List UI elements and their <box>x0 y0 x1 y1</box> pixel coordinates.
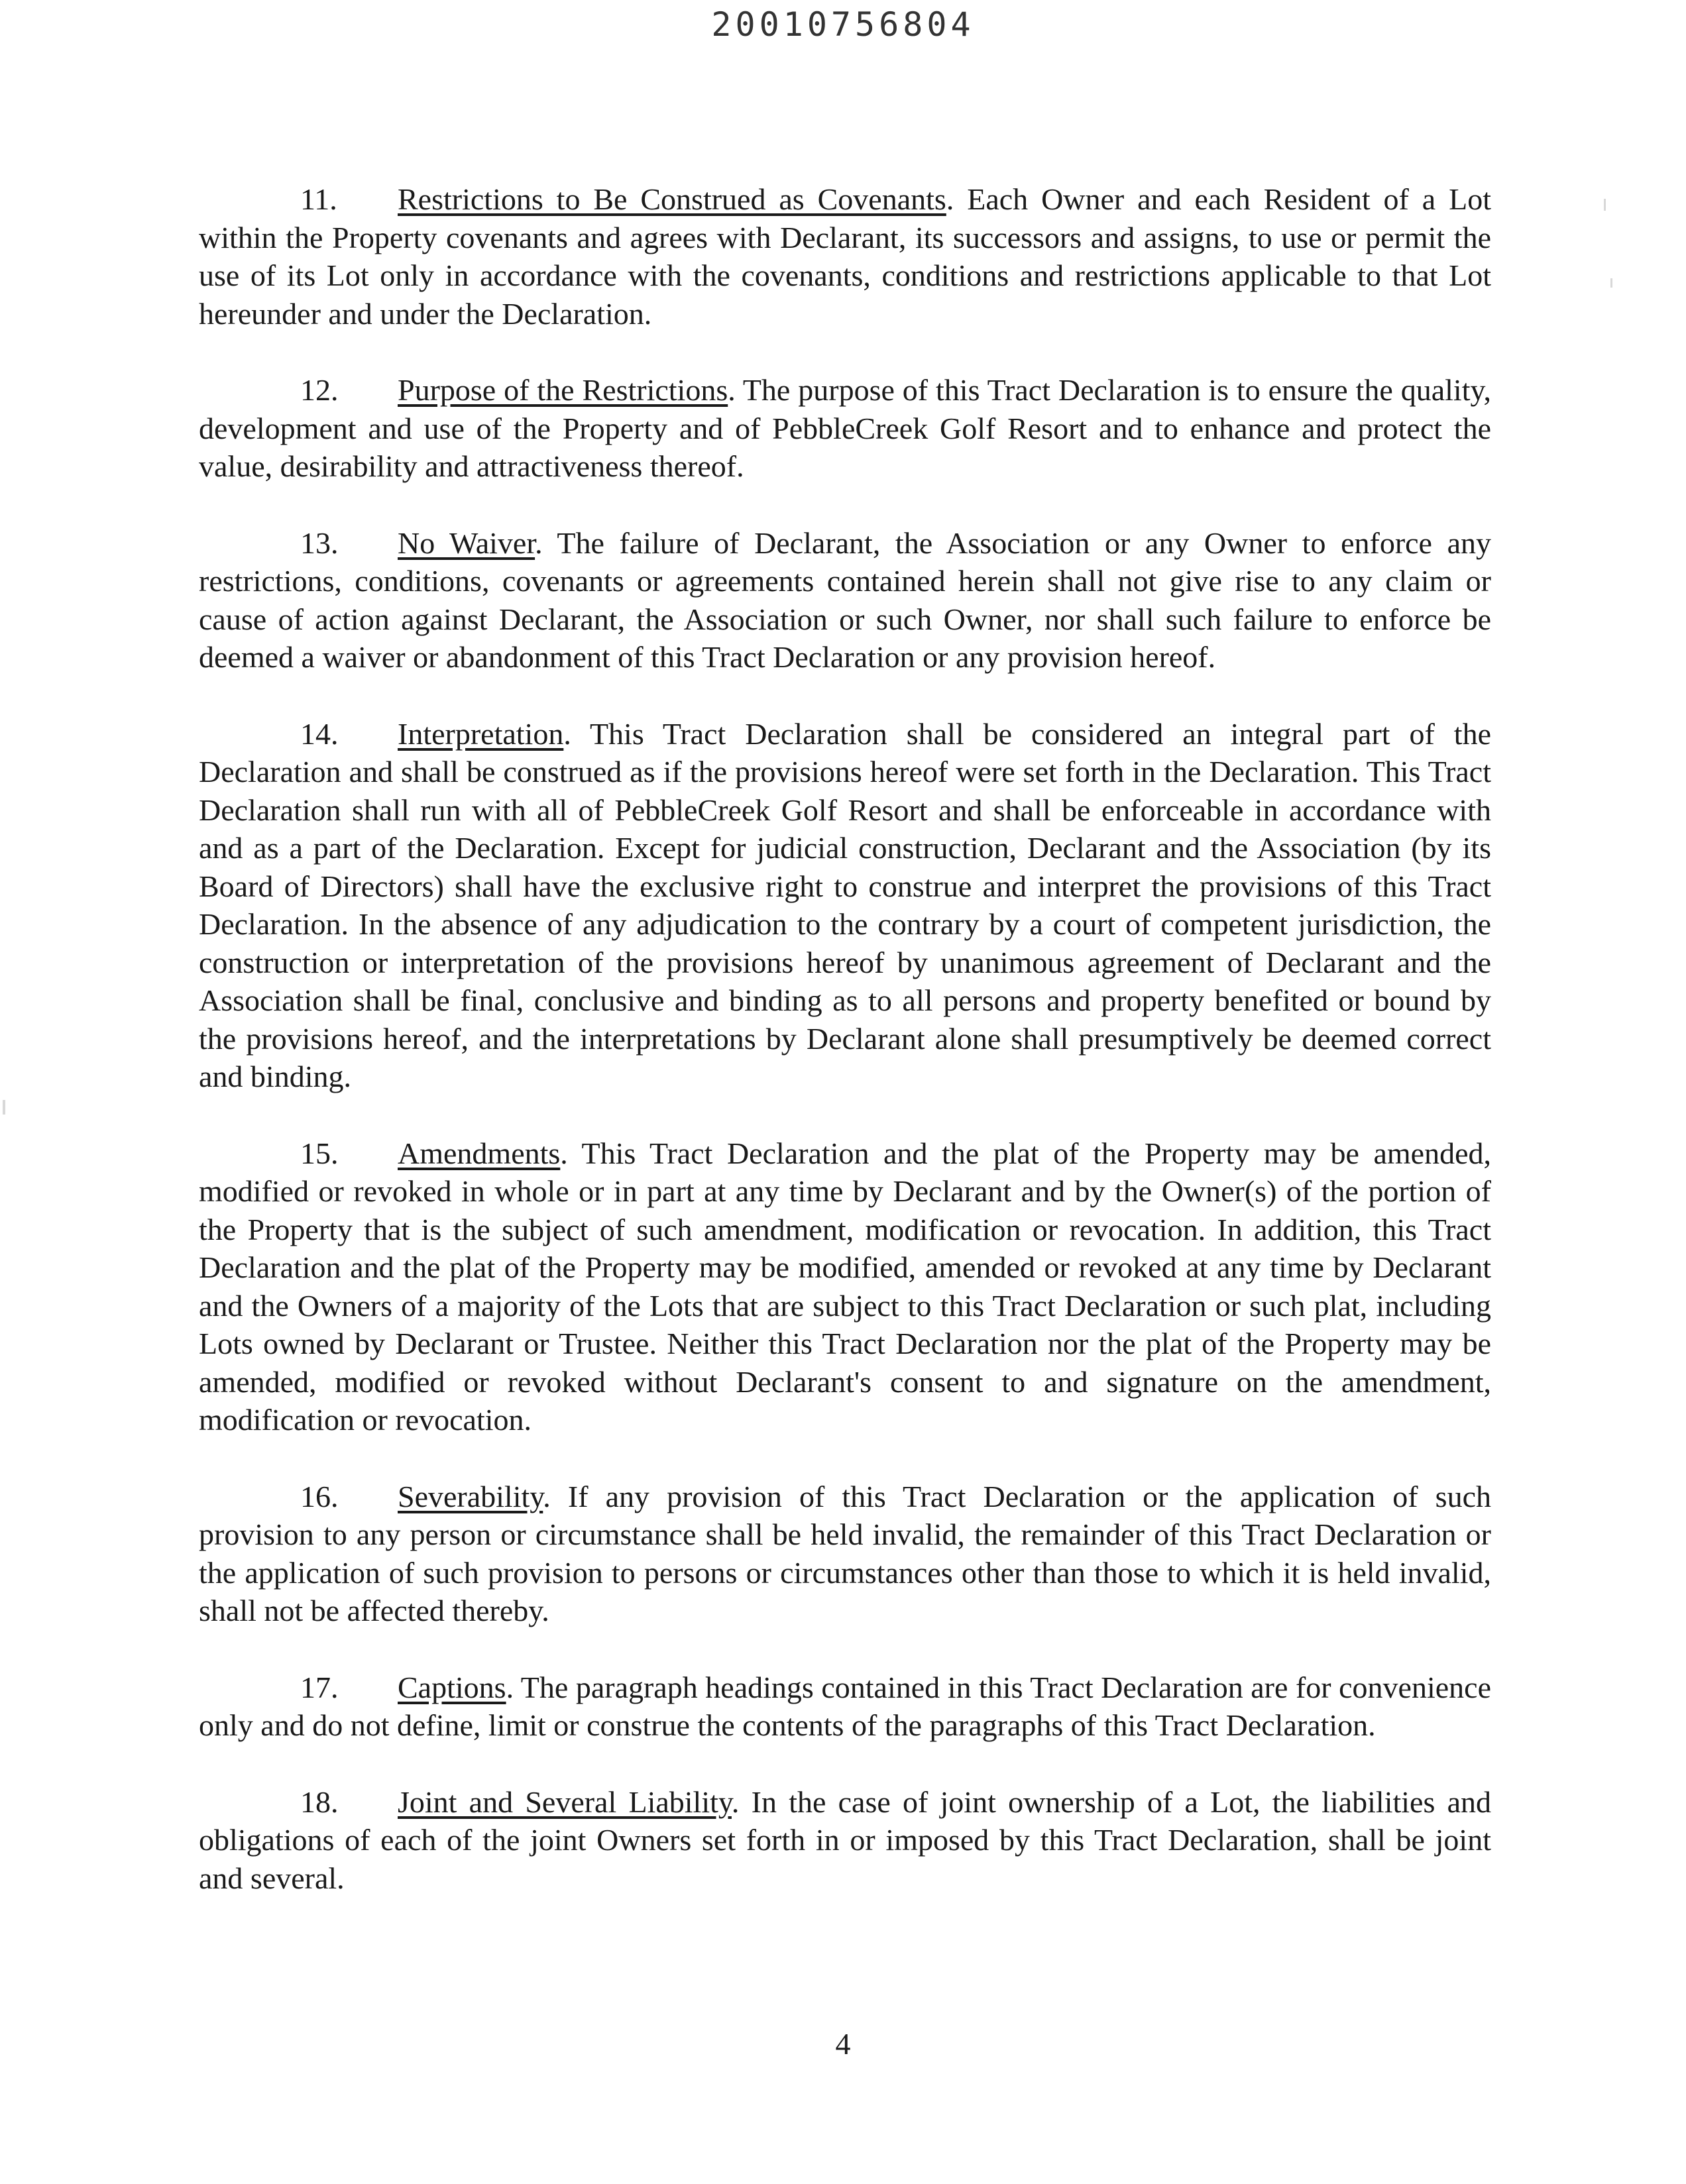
paragraph-heading: Severability <box>398 1479 543 1513</box>
paragraph-text: . This Tract Declaration shall be considered an integral part of the Declaration and shall be construed as if the provisions hereof were set forth in the Declaration. This Tract Declaration shall run with all of PebbleCreek Golf Resort and shall be enforceable in accordance with and as a part of the Declaration. Except for judicial construction, Declarant and the Association (by its Board of Directors) shall have the exclusive right to construe and interpret the provisions of this Tract Declaration. In the absence of any adjudication to the contrary by a court of competent jurisdiction, the construction or interpretation of the provisions hereof by unanimous agreement of Declarant and the Association shall be final, conclusive and binding as to all persons and property benefited or bound by the provisions hereof, and the interpretations by Declarant alone shall presumptively be deemed correct and binding. <box>199 716 1491 1093</box>
paragraph-17 <box>199 1668 1491 1745</box>
paragraph-18 <box>199 1783 1491 1898</box>
paragraph-15 <box>199 1134 1491 1439</box>
paragraph-number: 18. <box>300 1784 339 1819</box>
paragraph-number: 16. <box>300 1479 339 1513</box>
paragraph-text: . The purpose of this Tract Declaration is to ensure the quality, development and use of the Property and of PebbleCreek Golf Resort and to enhance and protect the value, desirability and attractiveness thereof. <box>199 373 1491 483</box>
paragraph-heading: Joint and Several Liability <box>398 1784 732 1819</box>
paragraph-text: . This Tract Declaration and the plat of the Property may be amended, modified or revoked in whole or in part at any time by Declarant and by the Owner(s) of the portion of the Property that is the subject of such amendment, modification or revocation. In addition, this Tract Declaration and the plat of the Property may be modified, amended or revoked at any time by Declarant and the Owners of a majority of the Lots that are subject to this Tract Declaration or such plat, including Lots owned by Declarant or Trustee. Neither this Tract Declaration nor the plat of the Property may be amended, modified or revoked without Declarant's consent to and signature on the amendment, modification or revocation. <box>199 1136 1491 1437</box>
paragraph-12 <box>199 371 1491 486</box>
paragraph-heading: Purpose of the Restrictions <box>398 373 728 407</box>
paragraph-number: 12. <box>300 373 339 407</box>
paragraph-heading: Restrictions to Be Construed as Covenants <box>398 182 946 216</box>
paragraph-heading: Interpretation <box>398 716 564 751</box>
paragraph-11 <box>199 180 1491 333</box>
paragraph-text: . The paragraph headings contained in this Tract Declaration are for convenience only and do not define, limit or construe the contents of the paragraphs of this Tract Declaration. <box>199 1670 1491 1742</box>
paragraph-heading: Amendments <box>398 1136 561 1170</box>
paragraph-heading: Captions <box>398 1670 506 1704</box>
paragraph-number: 15. <box>300 1136 339 1170</box>
paragraph-text: . The failure of Declarant, the Association or any Owner to enforce any restrictions, conditions, covenants or agreements contained herein shall not give rise to any claim or cause of action against Declarant, the Association or such Owner, nor shall such failure to enforce be deemed a waiver or abandonment of this Tract Declaration or any provision hereof. <box>199 525 1491 674</box>
paragraph-text: . Each Owner and each Resident of a Lot within the Property covenants and agrees with Declarant, its successors and assigns, to use or permit the use of its Lot only in accordance with the covenants, conditions and restrictions applicable to that Lot hereunder and under the Declaration. <box>199 182 1491 331</box>
paragraph-text: . If any provision of this Tract Declaration or the application of such provision to any person or circumstance shall be held invalid, the remainder of this Tract Declaration or the application of such provision to persons or circumstances other than those to which it is held invalid, shall not be affected thereby. <box>199 1479 1491 1627</box>
paragraph-number: 14. <box>300 716 339 751</box>
paragraph-text: . In the case of joint ownership of a Lot, the liabilities and obligations of each of the joint Owners set forth in or imposed by this Tract Declaration, shall be joint and several. <box>199 1784 1491 1895</box>
paragraph-13 <box>199 524 1491 677</box>
paragraph-14 <box>199 715 1491 1096</box>
scan-artifact <box>3 1100 5 1115</box>
paragraph-heading: No Waiver <box>398 525 535 560</box>
document-number: 20010756804 <box>711 5 975 44</box>
document-body <box>199 180 1491 1936</box>
paragraph-number: 17. <box>300 1670 339 1704</box>
paragraph-number: 13. <box>300 525 339 560</box>
page-number: 4 <box>835 2027 851 2061</box>
paragraph-number: 11. <box>300 182 337 216</box>
scan-artifact <box>1604 199 1606 211</box>
scan-artifact <box>1610 278 1612 288</box>
paragraph-16 <box>199 1478 1491 1630</box>
